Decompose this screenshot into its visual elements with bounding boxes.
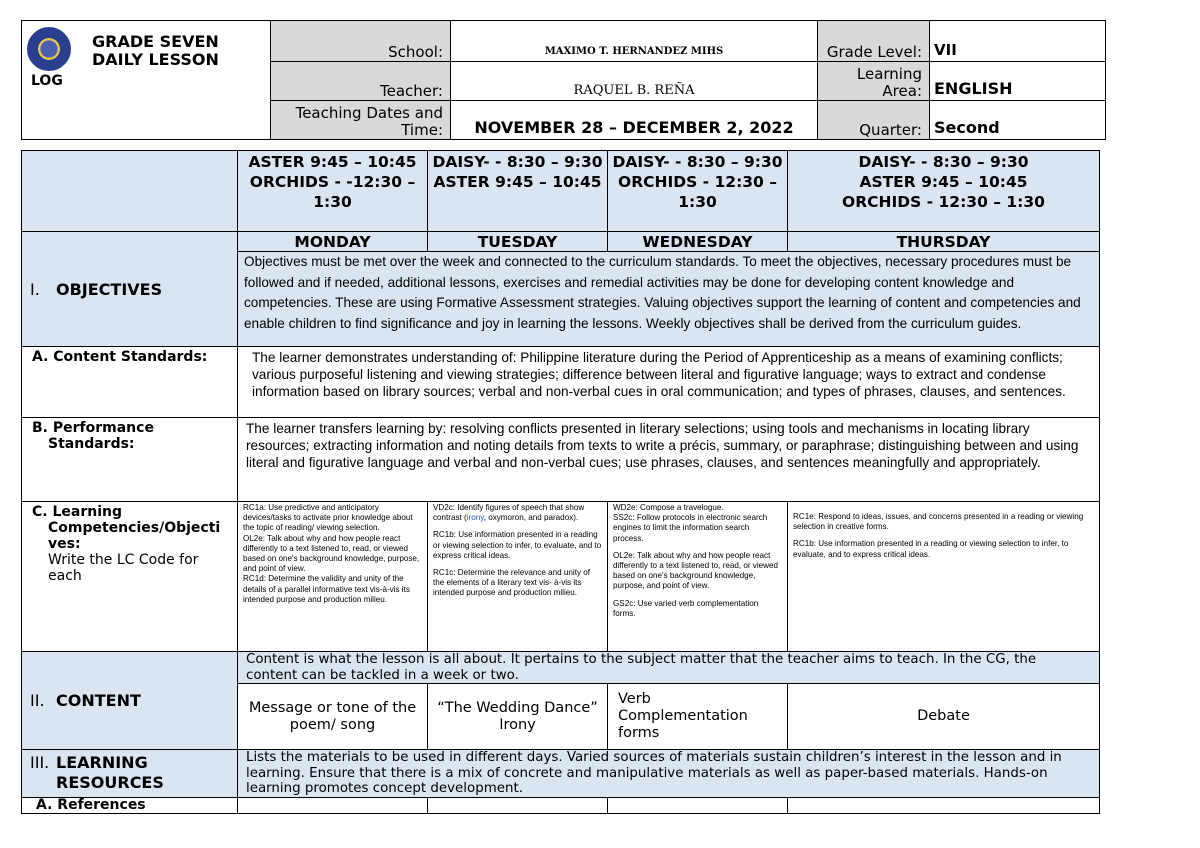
content-tuesday-title: “The Wedding Dance” xyxy=(437,699,598,716)
tuesday-comp-1-b: , oxymoron, and paradox). xyxy=(483,513,579,523)
resources-number: III. xyxy=(30,753,50,773)
tuesday-comp-1-a: VD2c: Identify figures of speech that show contrast ( xyxy=(433,503,585,523)
performance-standards-label-cell xyxy=(22,418,238,502)
objectives-number: I. xyxy=(30,279,40,299)
log-label: LOG xyxy=(31,73,63,89)
content-tuesday xyxy=(428,684,608,750)
wednesday-comp-3: OL2e: Talk about why and how people react differently to a text listened to, read, or viewed based on one's background knowledge, purpose, and point of view. xyxy=(613,550,778,591)
quarter-label: Quarter: xyxy=(818,101,930,140)
content-heading xyxy=(26,691,233,710)
school-value: MAXIMO T. HERNANDEZ MIHS xyxy=(451,21,818,62)
title-line-2: DAILY LESSON xyxy=(92,50,219,69)
learning-area-label: Learning Area: xyxy=(818,62,930,101)
content-tuesday-topic: Irony xyxy=(499,716,536,733)
competencies-label-cell xyxy=(22,502,238,652)
daily-lesson-log-table xyxy=(21,150,1100,814)
resources-description: Lists the materials to be used in different days. Varied sources of materials sustain children’s interest in the lesson and in learning. Ensure that there is a mix of concrete and manipulative materials as well as paper-based materials. Hands-on learning promotes concept development. xyxy=(238,750,1100,798)
document-title xyxy=(92,33,219,69)
references-wednesday xyxy=(608,797,788,813)
thursday-comp-1: RC1e: Respond to ideas, issues, and concerns presented in a reading or viewing selection in creative forms. xyxy=(793,512,1084,532)
teaching-dates-value: NOVEMBER 28 – DECEMBER 2, 2022 xyxy=(451,101,818,140)
references-thursday xyxy=(788,797,1100,813)
monday-comp-2: OL2e: Talk about why and how people react differently to a text listened to, read, or viewed based on one's background knowledge, purpose, and point of view. xyxy=(243,533,420,574)
performance-standards-text: The learner transfers learning by: resolving conflicts presented in literary selections; using tools and mechanisms in locating library resources; extracting information and noting details from texts to write a précis, summary, or paraphrase; distinguishing between and using literal and figurative language and verbal and non-verbal cues; use phrases, clauses, and sentences meaningfully and appropriately. xyxy=(238,418,1100,502)
day-monday: MONDAY xyxy=(238,232,428,252)
performance-standards-label-1: B. Performance xyxy=(32,420,154,436)
day-thursday: THURSDAY xyxy=(788,232,1100,252)
title-line-1: GRADE SEVEN xyxy=(92,32,219,51)
monday-comp-1: RC1a: Use predictive and anticipatory devices/tasks to activate prior knowledge about the topic of reading/ viewing selection. xyxy=(243,503,413,533)
day-wednesday: WEDNESDAY xyxy=(608,232,788,252)
resources-heading xyxy=(26,753,233,793)
references-monday xyxy=(238,797,428,813)
competencies-label-3: ves: xyxy=(48,536,81,552)
competencies-thursday xyxy=(788,502,1100,652)
schedule-monday: ASTER 9:45 – 10:45 ORCHIDS - -12:30 – 1:30 xyxy=(238,151,428,232)
school-label: School: xyxy=(271,21,451,62)
content-thursday: Debate xyxy=(788,684,1100,750)
learning-area-value: ENGLISH xyxy=(930,62,1106,101)
schedule-tuesday: DAISY- - 8:30 – 9:30 ASTER 9:45 – 10:45 xyxy=(428,151,608,232)
objectives-heading-cell xyxy=(22,232,238,347)
thursday-comp-2: RC1b: Use information presented in a reading or viewing selection to infer, to evaluate, and to express critical ideas. xyxy=(793,539,1069,559)
teacher-label: Teacher: xyxy=(271,62,451,101)
references-label: A. References xyxy=(22,797,238,813)
resources-label-1: LEARNING xyxy=(56,753,148,773)
grade-level-label: Grade Level: xyxy=(818,21,930,62)
content-standards-label: A. Content Standards: xyxy=(22,347,238,418)
competencies-label-1: C. Learning xyxy=(32,504,122,520)
content-monday: Message or tone of the poem/ song xyxy=(238,684,428,750)
competencies-label-2: Competencies/Objecti xyxy=(48,520,221,536)
objectives-description: Objectives must be met over the week and connected to the curriculum standards. To meet the objectives, necessary procedures must be followed and if needed, additional lessons, exercises and remedial activities may be done for developing content knowledge and competencies. These are using Formative Assessment strategies. Valuing objectives support the learning of content and competencies and enable children to find significance and joy in learning the lessons. Weekly objectives shall be derived from the curriculum guides. xyxy=(238,252,1100,347)
resources-label-2: RESOURCES xyxy=(56,773,164,793)
tuesday-comp-3: RC1c: Determine the relevance and unity of the elements of a literary text vis- à-vis its intended purpose and production milieu. xyxy=(433,568,591,598)
competencies-monday xyxy=(238,502,428,652)
schedule-thursday: DAISY- - 8:30 – 9:30 ASTER 9:45 – 10:45 ORCHIDS - 12:30 – 1:30 xyxy=(788,151,1100,232)
competencies-wednesday xyxy=(608,502,788,652)
header-logo-cell xyxy=(22,21,271,140)
resources-heading-cell xyxy=(22,750,238,798)
grade-level-value: VII xyxy=(930,21,1106,62)
tuesday-comp-1 xyxy=(433,503,602,523)
content-description: Content is what the lesson is all about. It pertains to the subject matter that the teacher aims to teach. In the CG, the content can be tackled in a week or two. xyxy=(238,652,1100,684)
competencies-note: Write the LC Code for each xyxy=(48,552,199,584)
content-standards-text: The learner demonstrates understanding of: Philippine literature during the Period of Apprenticeship as a means of examining conflicts; various purposeful listening and viewing strategies; difference between literal and figurative language; ways to extract and condense information based on library sources; verbal and non-verbal cues in oral communication; and types of phrases, clauses, and sentences. xyxy=(238,347,1100,418)
wednesday-comp-1: WD2e: Compose a travelogue. xyxy=(613,503,724,512)
content-label: CONTENT xyxy=(56,691,141,710)
objectives-heading xyxy=(26,280,233,299)
content-wednesday: Verb Complementation forms xyxy=(608,684,788,750)
content-heading-cell xyxy=(22,652,238,750)
tuesday-comp-1-highlight: irony xyxy=(466,513,484,523)
monday-comp-3: RC1d: Determine the validity and unity of the details of a parallel informative text vis-à-vis its intended purpose and production milieu. xyxy=(243,574,410,604)
content-number: II. xyxy=(30,691,45,710)
schedule-corner-cell xyxy=(22,151,238,232)
quarter-value: Second xyxy=(930,101,1106,140)
teacher-value: RAQUEL B. REÑA xyxy=(451,62,818,101)
competencies-tuesday xyxy=(428,502,608,652)
references-tuesday xyxy=(428,797,608,813)
objectives-label: OBJECTIVES xyxy=(56,279,163,299)
day-tuesday: TUESDAY xyxy=(428,232,608,252)
performance-standards-label-2: Standards: xyxy=(48,436,135,452)
deped-seal-icon xyxy=(27,27,71,71)
schedule-wednesday: DAISY- - 8:30 – 9:30 ORCHIDS - 12:30 – 1:30 xyxy=(608,151,788,232)
lesson-header-table xyxy=(21,20,1106,140)
teaching-dates-label: Teaching Dates and Time: xyxy=(271,101,451,140)
wednesday-comp-2: SS2c: Follow protocols in electronic search engines to limit the information search process. xyxy=(613,513,768,543)
wednesday-comp-4: GS2c: Use varied verb complementation forms. xyxy=(613,598,759,618)
tuesday-comp-2: RC1b: Use information presented in a reading or viewing selection to infer, to evaluate, and to express critical ideas. xyxy=(433,530,602,560)
